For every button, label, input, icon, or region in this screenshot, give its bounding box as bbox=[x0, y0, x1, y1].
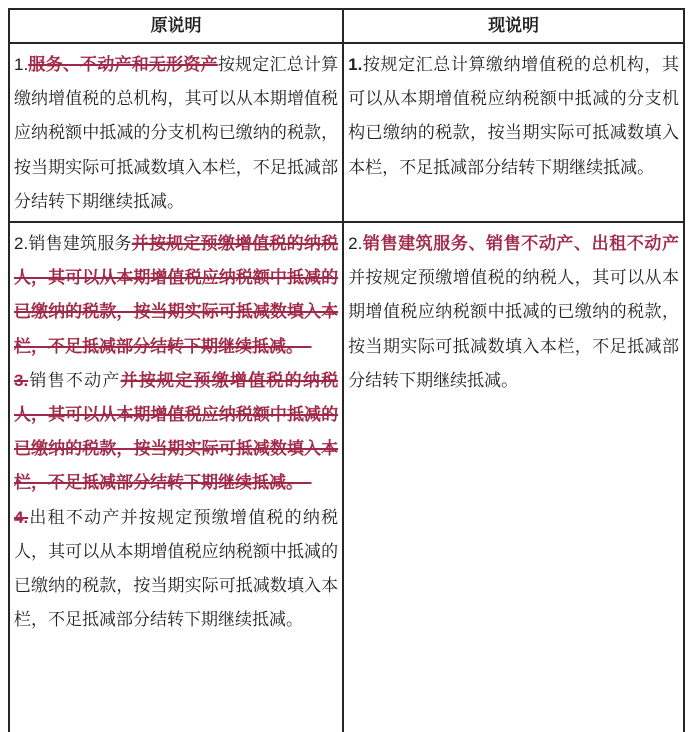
text-segment-normal: 并按规定预缴增值税的纳税人，其可以从本期增值税应纳税额中抵减的已缴纳的税款，按当期实际可抵减数填入本栏，不足抵减部分结转下期继续抵减。 bbox=[348, 268, 679, 390]
text-segment-deleted: 3. bbox=[14, 370, 29, 390]
text-segment-deleted: 并按规定预缴增值税的纳税人，其可以从本期增值税应纳税额中抵减的已缴纳的税款，按当期实际可抵减数填入本栏，不足抵减部分结转下期继续抵减。 bbox=[14, 234, 339, 356]
text-segment-normal: 2. bbox=[348, 234, 363, 254]
text-segment-normal: 出租不动产并按规定预缴增值税的纳税人，其可以从本期增值税应纳税额中抵减的已缴纳的税款，按当期实际可抵减数填入本栏，不足抵减部分结转下期继续抵减。 bbox=[14, 507, 339, 630]
text-segment-normal: 2.销售建筑服务 bbox=[14, 234, 132, 254]
paragraph bbox=[348, 227, 679, 398]
paragraph bbox=[14, 48, 338, 219]
cell-new-explanation-2 bbox=[343, 222, 684, 732]
header-row bbox=[9, 9, 684, 43]
column-header-old: 原说明 bbox=[9, 9, 343, 43]
cell-new-explanation-1 bbox=[343, 43, 684, 222]
text-segment-normal: 1. bbox=[14, 55, 29, 74]
cell-old-explanation-2 bbox=[9, 222, 343, 732]
column-header-new: 现说明 bbox=[343, 9, 684, 43]
text-segment-added: 销售建筑服务、销售不动产、出租不动产 bbox=[362, 234, 679, 254]
paragraph bbox=[14, 501, 338, 638]
text-segment-deleted: 并按规定预缴增值税的纳税人，其可以从本期增值税应纳税额中抵减的已缴纳的税款，按当期实际可抵减数填入本栏，不足抵减部分结转下期继续抵减。 bbox=[14, 370, 339, 493]
paragraph bbox=[14, 364, 338, 501]
paragraph bbox=[14, 227, 338, 364]
text-segment-normal: 按规定汇总计算缴纳增值税的总机构，其可以从本期增值税应纳税额中抵减的分支机构已缴纳的税款，按当期实际可抵减数填入本栏，不足抵减部分结转下期继续抵减。 bbox=[14, 55, 339, 211]
text-segment-normal: 按规定汇总计算缴纳增值税的总机构，其可以从本期增值税应纳税额中抵减的分支机构已缴纳的税款，按当期实际可抵减数填入本栏，不足抵减部分结转下期继续抵减。 bbox=[348, 55, 679, 177]
table-row bbox=[9, 43, 684, 222]
text-segment-deleted: 服务、不动产和无形资产 bbox=[28, 55, 218, 74]
text-segment-deleted: 4. bbox=[14, 507, 29, 527]
table-row bbox=[9, 222, 684, 732]
comparison-table bbox=[8, 8, 685, 732]
text-segment-bold: 1. bbox=[348, 55, 363, 74]
text-segment-normal: 销售不动产 bbox=[28, 370, 121, 390]
paragraph bbox=[348, 48, 679, 185]
cell-old-explanation-1 bbox=[9, 43, 343, 222]
